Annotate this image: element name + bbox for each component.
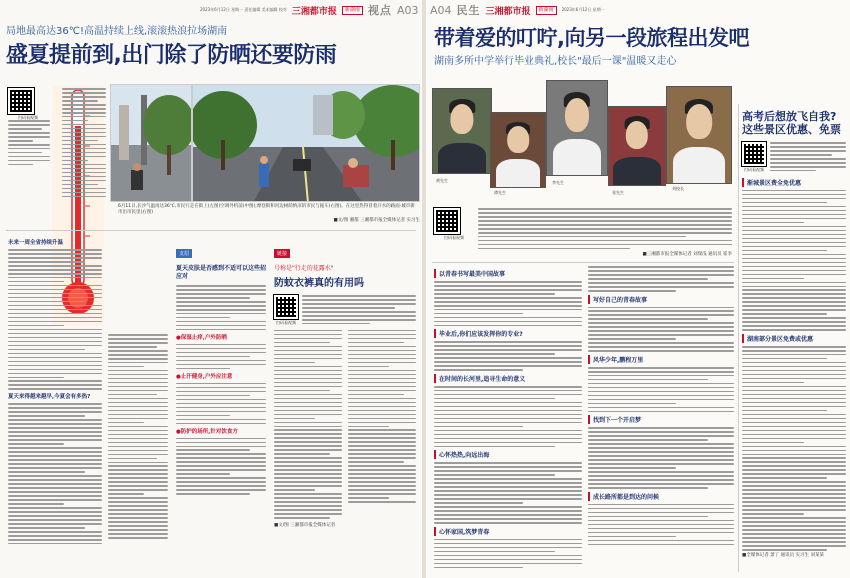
article-headline: 盛夏提前到,出门除了防晒还要防雨 [6,43,337,68]
body-column-1 [8,236,102,547]
section-head-3: 在时间的长河里,追寻生命的意义 [434,374,582,383]
side-article [742,110,846,559]
portrait-4 [608,106,666,186]
intro-qr-block [434,208,474,241]
section-head-8: 找到下一个开启梦 [588,415,734,424]
link-article [274,240,416,529]
portrait-2 [490,112,546,188]
section-head-4: 心怀热热,向远出海 [434,450,582,459]
tips-sidebar [176,240,266,497]
portrait-name-4: 张先生 [612,190,624,195]
section-head-1: 未来一周全省持续升温 [8,240,64,246]
qr-code[interactable] [434,208,460,234]
section-head-5: 心怀家国,筑梦青春 [434,527,582,536]
section-head-9: 成长路所都是到达的问候 [588,492,734,501]
portrait-3 [546,80,608,176]
section-head-2: 毕业后,你们应该发挥你的专业? [434,329,582,338]
masthead-date: 2023年6月12日 星期一 责任编辑 美术编辑 校对 [200,7,287,12]
link-qr-block [274,295,298,327]
tips-point-2: ●止汗健身,户外应注意 [176,373,233,380]
tips-point-3: ●防护的场所,针对饮食方 [176,428,238,435]
section-head-1: 以青春书写最美中国故事 [434,269,582,278]
link-qr-label: 扫码看视频 [276,320,296,325]
portrait-name-1: 黄先生 [436,178,448,183]
tips-point-1: ●保湿止痒,户外防晒 [176,334,227,341]
portrait-name-3: 李先生 [552,180,564,185]
photo-caption: 6月11日,长沙气温再达36℃,市民行走在街上(左图)空调外机前(中图);摩登街和河边树荫纳凉的市民与拖车(右图)。在这里热得冒着汗水的路面·城市街市出市民里(右图) [118,204,415,215]
masthead-badge: 新湖南 [342,6,363,15]
article-kicker: 局地最高达36℃!高温持续上线,滚滚热浪拉场湖南 [6,26,228,37]
intro-text [478,208,732,258]
body-column-1 [434,266,582,571]
article-headline: 带着爱的叮咛,向另一段旅程出发吧 [434,26,749,50]
body-column-2 [108,334,168,541]
masthead-section: 视点 [367,4,392,17]
qr-code[interactable] [8,88,34,114]
masthead-page-number: A03 [396,3,419,17]
article-byline: ■三湘都市报全媒体记者 刘瑞浅 通讯员 崔李 [642,251,732,257]
divider [6,230,416,231]
masthead-section: 民生 [456,4,481,17]
masthead-badge: 新湖南 [536,6,557,15]
masthead-date: 2023年6月12日 星期一 [561,7,605,12]
qr-label: 扫码看视频 [444,235,464,240]
section-head-2: 夏天来得越来越早,今夏会有多热? [8,394,91,401]
street-photo-left [110,84,192,202]
qr-label: 扫码看视频 [18,115,38,120]
portrait-1 [432,88,492,174]
intro-text [8,120,50,168]
side-byline: ■全媒体记者 萧丁 通讯员 实习生 刘某某 [742,553,824,559]
section-head-6: 写好自己的青春故事 [588,295,734,304]
section-head-7: 风华少年,鹏程万里 [588,355,734,364]
portrait-5 [666,86,732,184]
link-byline: ■文/图 三湘都市报全媒体记者 [274,523,336,529]
left-page [0,0,422,578]
link-qr-code[interactable] [274,295,298,319]
left-masthead [200,3,418,17]
side-qr-label: 扫码看视频 [744,167,764,172]
lead-text [62,88,106,200]
masthead-brand: 三湘都市报 [485,6,531,17]
article-subhead: 湖南多所中学举行毕业典礼,校长"最后一课"温暖又走心 [434,56,677,67]
side-qr-block [742,142,766,174]
side-qr-code[interactable] [742,142,766,166]
column-divider [738,104,739,572]
right-masthead [430,3,605,17]
masthead-brand: 三湘都市报 [291,6,337,17]
body-column-2 [588,266,734,548]
divider [432,262,734,263]
right-page [426,0,850,578]
portrait-name-2: 谭先生 [494,190,506,195]
principal-portrait-collage [432,76,734,202]
side-headline: 高考后想放飞自我?这些景区优惠、免票 [742,110,841,136]
masthead-page-number: A04 [430,3,452,17]
link-kicker: 号称是"行走的花露水" [274,265,334,272]
tips-tag: 支招 [176,249,192,258]
photo-byline: ■文/图 湘都 三湘都市报全媒体记者 实习生 [333,218,420,223]
portrait-name-5: 刘校长 [672,186,684,191]
side-section-2: 湖南部分景区免费或优惠 [742,334,846,343]
intro-qr-block [8,88,48,121]
road-photo [192,84,420,202]
side-section-1: 渐城景区费全免优惠 [742,178,846,187]
link-title: 防蚊衣裤真的有用吗 [274,278,364,289]
link-tag: 链接 [274,249,290,258]
tips-title: 夏天皮肤是否感到不适可以这些招应对 [176,265,267,280]
